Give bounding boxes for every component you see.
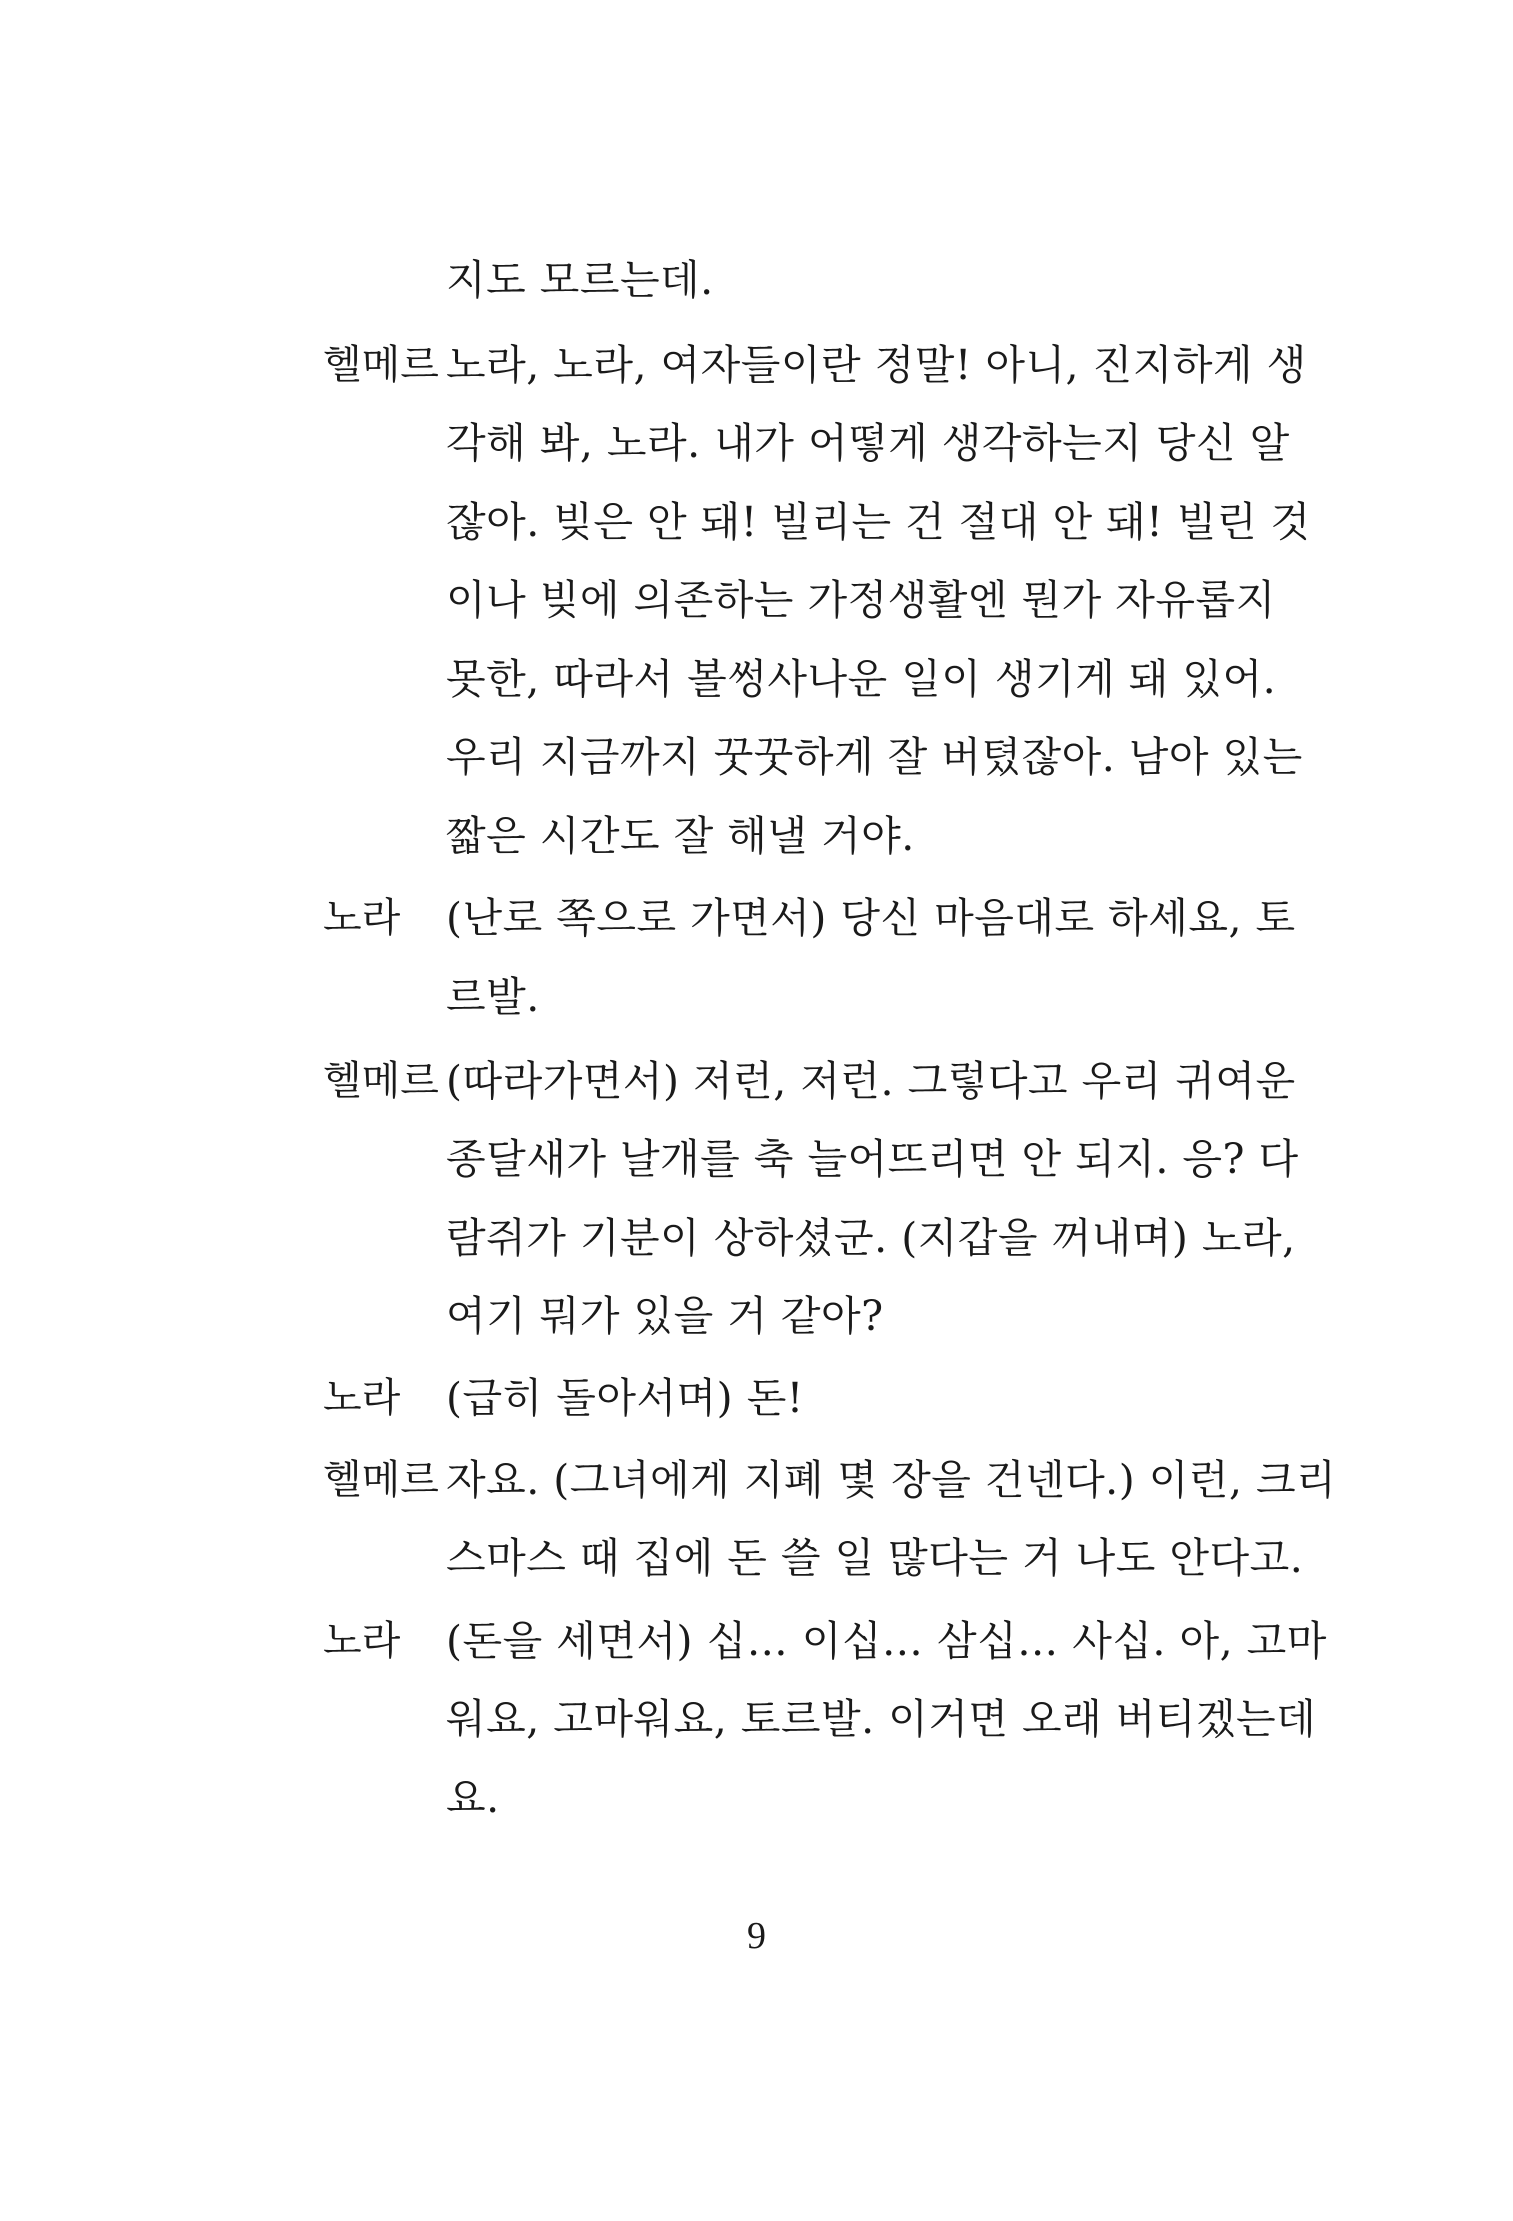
speaker-label: 노라 bbox=[323, 895, 401, 941]
speaker-label: 노라 bbox=[323, 1375, 401, 1421]
dialogue-line: 람쥐가 기분이 상하셨군. (지갑을 꺼내며) 노라, bbox=[446, 1214, 1296, 1262]
dialogue-line: 여기 뭐가 있을 거 같아? bbox=[446, 1292, 884, 1340]
page-number: 9 bbox=[747, 1915, 766, 1957]
dialogue-line: 각해 봐, 노라. 내가 어떻게 생각하는지 당신 알 bbox=[446, 419, 1290, 467]
dialogue-line: 지도 모르는데. bbox=[446, 256, 714, 304]
dialogue-line: 종달새가 날개를 축 늘어뜨리면 안 되지. 응? 다 bbox=[446, 1135, 1299, 1183]
dialogue-line: (난로 쪽으로 가면서) 당신 마음대로 하세요, 토 bbox=[446, 894, 1296, 942]
dialogue-line: 스마스 때 집에 돈 쓸 일 많다는 거 나도 안다고. bbox=[446, 1534, 1304, 1582]
dialogue-line: 르발. bbox=[446, 973, 540, 1021]
dialogue-line: 노라, 노라, 여자들이란 정말! 아니, 진지하게 생 bbox=[446, 341, 1307, 389]
speaker-label: 노라 bbox=[323, 1618, 401, 1664]
dialogue-line: (급히 돌아서며) 돈! bbox=[446, 1374, 804, 1422]
dialogue-line: 이나 빚에 의존하는 가정생활엔 뭔가 자유롭지 bbox=[446, 576, 1276, 624]
dialogue-line: 못한, 따라서 볼썽사나운 일이 생기게 돼 있어. bbox=[446, 655, 1277, 703]
dialogue-line: (따라가면서) 저런, 저런. 그렇다고 우리 귀여운 bbox=[446, 1057, 1296, 1105]
dialogue-line: (돈을 세면서) 십… 이십… 삼십… 사십. 아, 고마 bbox=[446, 1617, 1327, 1665]
dialogue-line: 요. bbox=[446, 1774, 500, 1822]
speaker-label: 헬메르 bbox=[323, 1058, 439, 1104]
dialogue-line: 자요. (그녀에게 지폐 몇 장을 건넨다.) 이런, 크리 bbox=[446, 1456, 1337, 1504]
speaker-label: 헬메르 bbox=[323, 1457, 439, 1503]
dialogue-line: 잖아. 빚은 안 돼! 빌리는 건 절대 안 돼! 빌린 것 bbox=[446, 498, 1311, 546]
dialogue-line: 짧은 시간도 잘 해낼 거야. bbox=[446, 812, 915, 860]
dialogue-line: 워요, 고마워요, 토르발. 이거면 오래 버티겠는데 bbox=[446, 1695, 1317, 1743]
speaker-label: 헬메르 bbox=[323, 342, 439, 388]
dialogue-line: 우리 지금까지 꿋꿋하게 잘 버텼잖아. 남아 있는 bbox=[446, 733, 1303, 781]
